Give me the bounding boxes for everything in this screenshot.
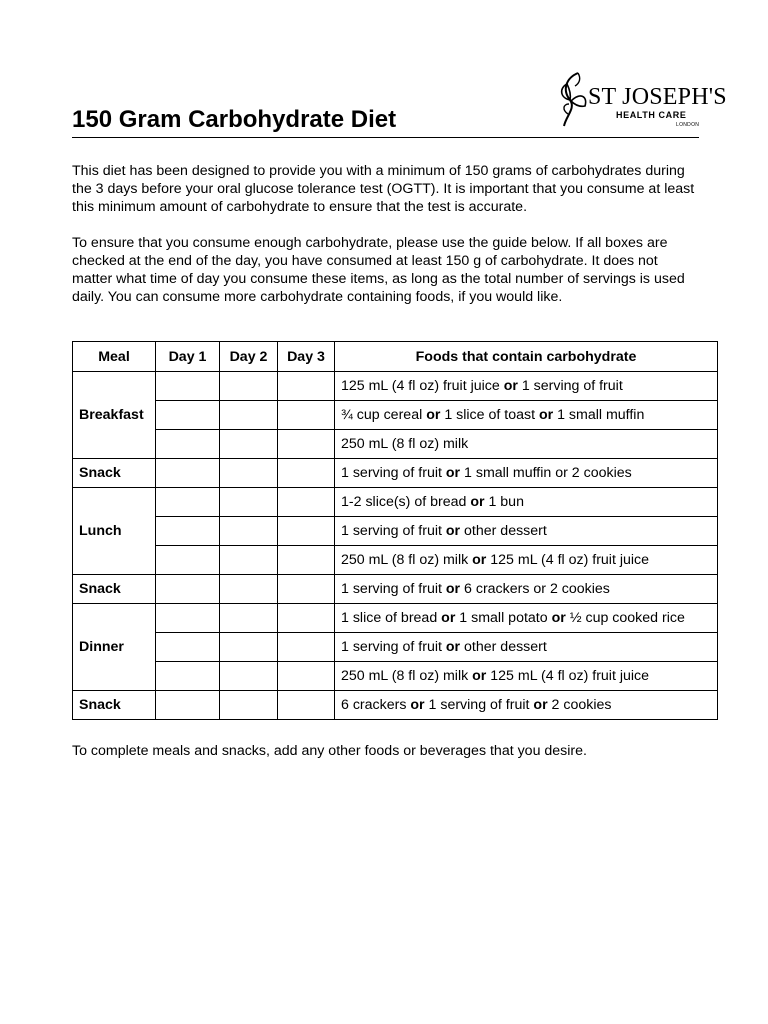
or-connector: or <box>472 552 487 568</box>
checkbox-day-1[interactable] <box>156 430 220 459</box>
checkbox-day-1[interactable] <box>156 604 220 633</box>
food-text: other dessert <box>460 639 547 655</box>
checkbox-day-2[interactable] <box>220 575 278 604</box>
meal-label: Breakfast <box>73 372 156 459</box>
checkbox-day-1[interactable] <box>156 575 220 604</box>
food-text: 1 serving of fruit <box>517 378 623 394</box>
food-text: 250 mL (8 fl oz) milk <box>341 668 473 684</box>
checkbox-day-1[interactable] <box>156 372 220 401</box>
food-item <box>335 372 718 401</box>
table-row <box>73 430 718 459</box>
checkbox-day-2[interactable] <box>220 459 278 488</box>
or-connector: or <box>445 465 461 481</box>
meal-label: Snack <box>73 575 156 604</box>
food-text: 1 small muffin or 2 cookies <box>460 465 632 481</box>
page-title: 150 Gram Carbohydrate Diet <box>72 106 397 133</box>
or-connector: or <box>441 610 456 626</box>
table-body <box>73 372 718 720</box>
food-text: 1 slice of toast <box>440 407 539 423</box>
meal-label: Snack <box>73 459 156 488</box>
checkbox-day-1[interactable] <box>156 401 220 430</box>
or-connector: or <box>503 378 518 394</box>
food-text: ½ cup cooked rice <box>565 610 685 626</box>
table-row <box>73 633 718 662</box>
food-item <box>335 488 718 517</box>
checkbox-day-2[interactable] <box>220 546 278 575</box>
st-josephs-logo <box>558 70 727 132</box>
or-connector: or <box>470 494 485 510</box>
food-item <box>335 691 718 720</box>
checkbox-day-3[interactable] <box>278 488 335 517</box>
checkbox-day-1[interactable] <box>156 459 220 488</box>
table-header-row <box>73 342 718 372</box>
food-item <box>335 633 718 662</box>
or-connector: or <box>445 523 461 539</box>
table-row <box>73 517 718 546</box>
food-text: 1 serving of fruit <box>341 523 446 539</box>
logo-subtitle: HEALTH CARE <box>616 110 687 120</box>
food-text: 6 crackers or 2 cookies <box>460 581 610 597</box>
or-connector: or <box>551 610 566 626</box>
checkbox-day-1[interactable] <box>156 691 220 720</box>
or-connector: or <box>445 581 461 597</box>
food-text: 250 mL (8 fl oz) milk <box>341 436 469 452</box>
table-row <box>73 575 718 604</box>
food-text: 125 mL (4 fl oz) fruit juice <box>486 552 650 568</box>
table-row <box>73 372 718 401</box>
or-connector: or <box>538 407 554 423</box>
header-day-1: Day 1 <box>156 342 220 372</box>
checkbox-day-2[interactable] <box>220 372 278 401</box>
closing-note: To complete meals and snacks, add any other foods or beverages that you desire. <box>72 743 587 759</box>
or-connector: or <box>472 668 487 684</box>
table-row <box>73 459 718 488</box>
table-row <box>73 662 718 691</box>
logo-city: LONDON <box>676 122 700 128</box>
checkbox-day-3[interactable] <box>278 604 335 633</box>
food-text: 1 serving of fruit <box>424 697 534 713</box>
food-item <box>335 546 718 575</box>
header-day-2: Day 2 <box>220 342 278 372</box>
table-row <box>73 546 718 575</box>
food-item <box>335 401 718 430</box>
meal-label: Snack <box>73 691 156 720</box>
header-foods: Foods that contain carbohydrate <box>335 342 718 372</box>
checkbox-day-1[interactable] <box>156 488 220 517</box>
table-row <box>73 604 718 633</box>
food-item <box>335 430 718 459</box>
checkbox-day-3[interactable] <box>278 633 335 662</box>
food-text: 1 small potato <box>455 610 552 626</box>
intro-paragraph-1: This diet has been designed to provide you with a minimum of 150 grams of carbohydrates during the 3 days before your oral glucose tolerance test (OGTT). It is important that you consume at least this minimum amount of carbohydrate to ensure that the test is accurate. <box>72 163 695 215</box>
or-connector: or <box>410 697 425 713</box>
meal-label: Lunch <box>73 488 156 575</box>
food-item <box>335 662 718 691</box>
food-text: 125 mL (4 fl oz) fruit juice <box>486 668 650 684</box>
table-row <box>73 691 718 720</box>
food-text: 1 bun <box>484 494 524 510</box>
food-text: 250 mL (8 fl oz) milk <box>341 552 473 568</box>
food-item <box>335 459 718 488</box>
checkbox-day-3[interactable] <box>278 546 335 575</box>
checkbox-day-1[interactable] <box>156 633 220 662</box>
checkbox-day-3[interactable] <box>278 691 335 720</box>
table-row <box>73 401 718 430</box>
food-text: 6 crackers <box>341 697 411 713</box>
intro-paragraph-2: To ensure that you consume enough carbohydrate, please use the guide below. If all boxes are checked at the end of the day, you have consumed at least 150 g of carbohydrate. It does not matter what time of day you consume these items, as long as the total number of servings is used daily. You can consume more carbohydrate containing foods, if you would like. <box>72 235 685 305</box>
food-text: 1 serving of fruit <box>341 639 446 655</box>
or-connector: or <box>426 407 441 423</box>
food-text: ¾ cup cereal <box>341 407 427 423</box>
checkbox-day-2[interactable] <box>220 662 278 691</box>
checkbox-day-3[interactable] <box>278 575 335 604</box>
checkbox-day-3[interactable] <box>278 372 335 401</box>
leaf-icon <box>558 70 592 132</box>
food-item <box>335 575 718 604</box>
checkbox-day-3[interactable] <box>278 517 335 546</box>
title-divider <box>72 137 699 138</box>
food-text: other dessert <box>460 523 547 539</box>
header-day-3: Day 3 <box>278 342 335 372</box>
checkbox-day-1[interactable] <box>156 662 220 691</box>
food-text: 2 cookies <box>547 697 612 713</box>
food-text: 1 serving of fruit <box>341 465 446 481</box>
checkbox-day-2[interactable] <box>220 401 278 430</box>
checkbox-day-2[interactable] <box>220 633 278 662</box>
checkbox-day-3[interactable] <box>278 401 335 430</box>
food-text: 1-2 slice(s) of bread <box>341 494 471 510</box>
checkbox-day-2[interactable] <box>220 488 278 517</box>
meal-label: Dinner <box>73 604 156 691</box>
checkbox-day-2[interactable] <box>220 517 278 546</box>
food-text: 125 mL (4 fl oz) fruit juice <box>341 378 504 394</box>
checkbox-day-3[interactable] <box>278 662 335 691</box>
carbohydrate-checklist-table <box>72 341 718 720</box>
checkbox-day-3[interactable] <box>278 459 335 488</box>
food-text: 1 serving of fruit <box>341 581 446 597</box>
or-connector: or <box>533 697 548 713</box>
logo-brand-text: ST JOSEPH'S <box>588 84 727 110</box>
food-item <box>335 517 718 546</box>
checkbox-day-2[interactable] <box>220 430 278 459</box>
checkbox-day-1[interactable] <box>156 546 220 575</box>
checkbox-day-2[interactable] <box>220 604 278 633</box>
food-text: 1 small muffin <box>553 407 645 423</box>
food-item <box>335 604 718 633</box>
or-connector: or <box>445 639 461 655</box>
food-text: 1 slice of bread <box>341 610 442 626</box>
checkbox-day-3[interactable] <box>278 430 335 459</box>
header-meal: Meal <box>73 342 156 372</box>
checkbox-day-1[interactable] <box>156 517 220 546</box>
table-row <box>73 488 718 517</box>
checkbox-day-2[interactable] <box>220 691 278 720</box>
